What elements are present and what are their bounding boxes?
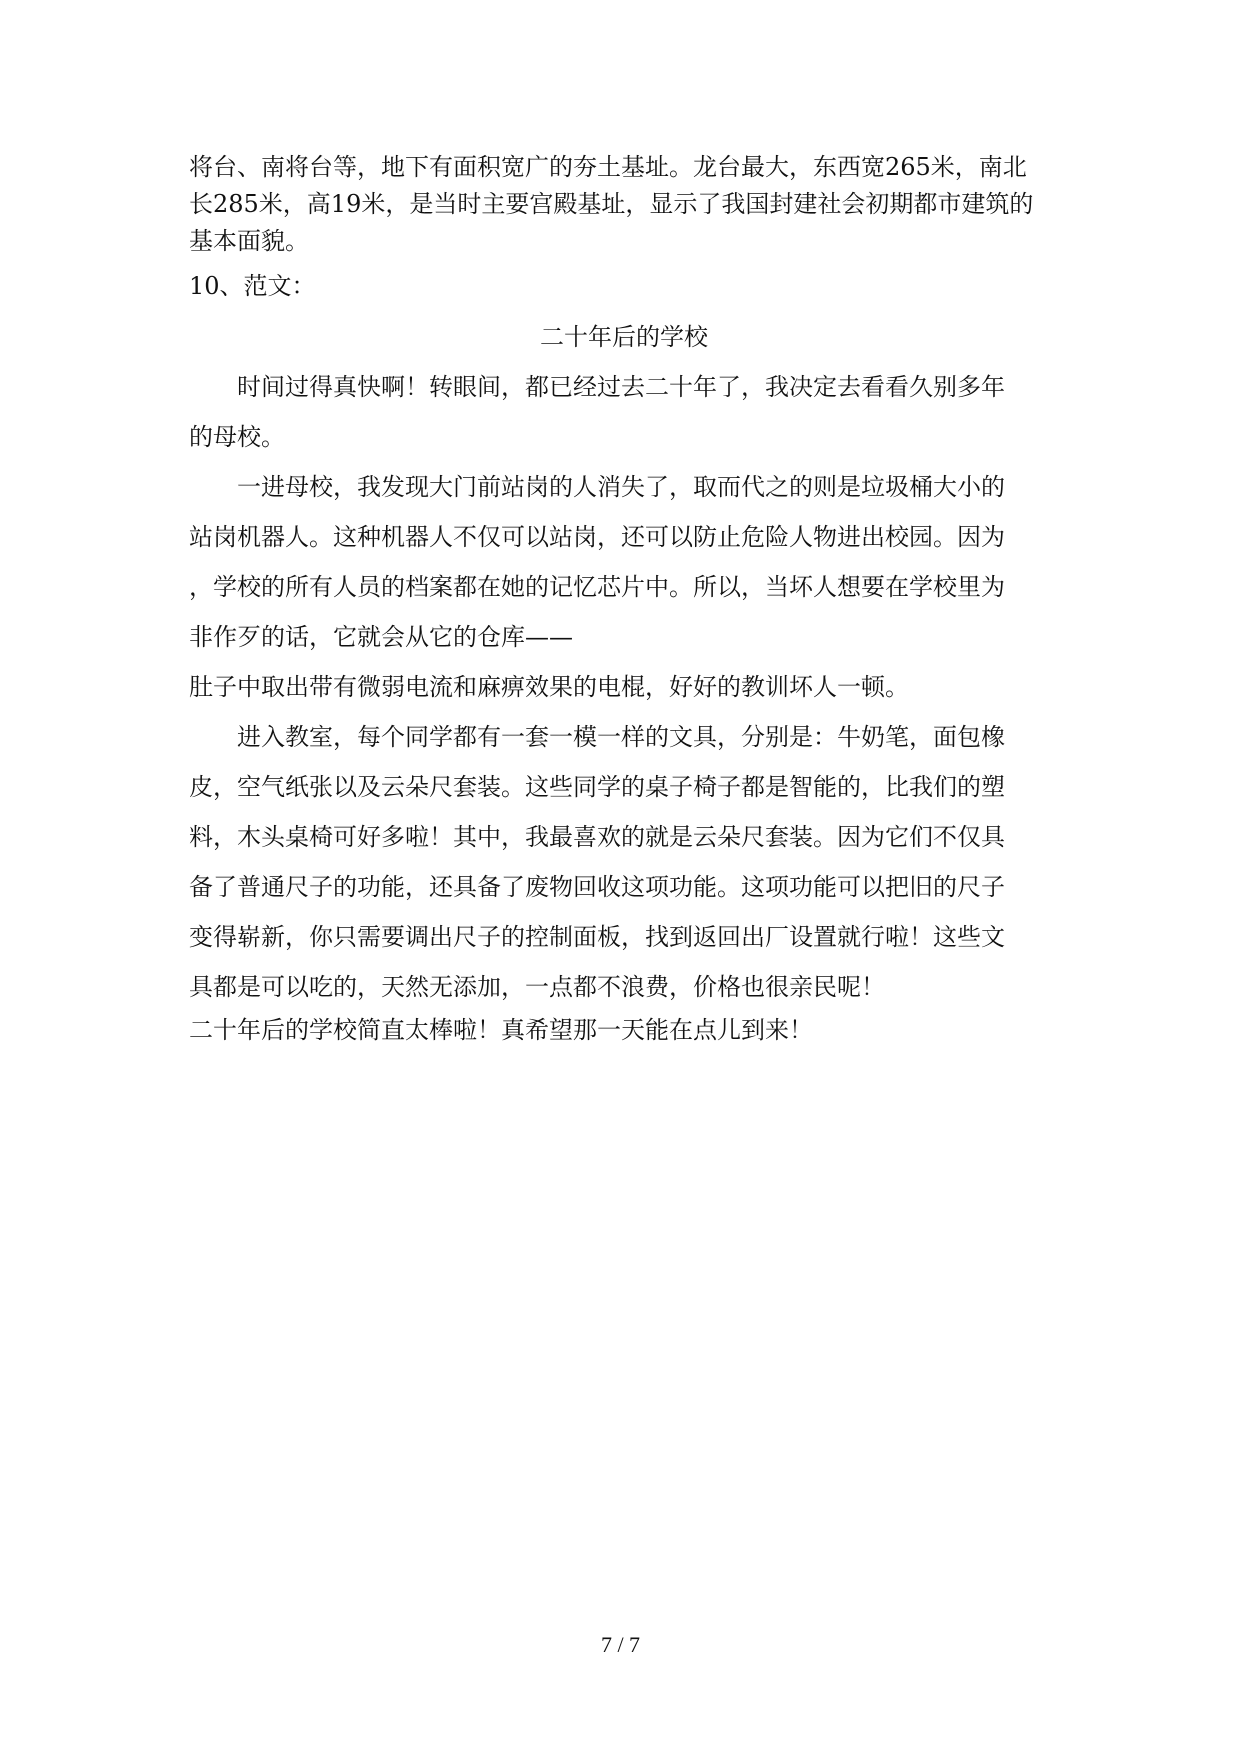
intro-line: 基本面貌。 (189, 227, 309, 255)
paragraph-line: 料，木头桌椅可好多啦！其中，我最喜欢的就是云朵尺套装。因为它们不仅具 (189, 823, 1005, 851)
paragraph-line: 一进母校，我发现大门前站岗的人消失了，取而代之的则是垃圾桶大小的 (237, 473, 1005, 501)
paragraph-line: 非作歹的话，它就会从它的仓库—— (189, 623, 573, 651)
paragraph-line: 具都是可以吃的，天然无添加，一点都不浪费，价格也很亲民呢！ (189, 973, 885, 1001)
page-number: 7 / 7 (600, 1632, 641, 1657)
page-content (189, 149, 1059, 1049)
paragraph-line: 变得崭新，你只需要调出尺子的控制面板，找到返回出厂设置就行啦！这些文 (189, 923, 1005, 951)
essay-closing: 二十年后的学校简直太棒啦！真希望那一天能在点儿到来！ (189, 1016, 813, 1044)
paragraph-line: 进入教室，每个同学都有一套一模一样的文具，分别是：牛奶笔，面包橡 (237, 723, 1005, 751)
paragraph-line: 站岗机器人。这种机器人不仅可以站岗，还可以防止危险人物进出校园。因为 (189, 523, 1005, 551)
essay-title: 二十年后的学校 (540, 323, 708, 351)
paragraph-line: ，学校的所有人员的档案都在她的记忆芯片中。所以，当坏人想要在学校里为 (189, 573, 1005, 601)
essay-paragraph-3 (189, 712, 1059, 1012)
paragraph-line: 肚子中取出带有微弱电流和麻痹效果的电棍，好好的教训坏人一顿。 (189, 673, 909, 701)
essay-paragraph-1 (189, 362, 1059, 462)
intro-paragraph (189, 149, 1059, 260)
paragraph-line: 的母校。 (189, 423, 285, 451)
intro-line: 长285米，高19米，是当时主要宫殿基址，显示了我国封建社会初期都市建筑的 (189, 190, 1034, 218)
paragraph-line: 时间过得真快啊！转眼间，都已经过去二十年了，我决定去看看久别多年 (237, 373, 1005, 401)
essay-paragraph-2 (189, 462, 1059, 712)
paragraph-line: 备了普通尺子的功能，还具备了废物回收这项功能。这项功能可以把旧的尺子 (189, 873, 1005, 901)
item-label: 10、范文： (189, 272, 316, 300)
intro-line: 将台、南将台等，地下有面积宽广的夯土基址。龙台最大，东西宽265米，南北 (189, 153, 1027, 181)
paragraph-line: 皮，空气纸张以及云朵尺套装。这些同学的桌子椅子都是智能的，比我们的塑 (189, 773, 1005, 801)
